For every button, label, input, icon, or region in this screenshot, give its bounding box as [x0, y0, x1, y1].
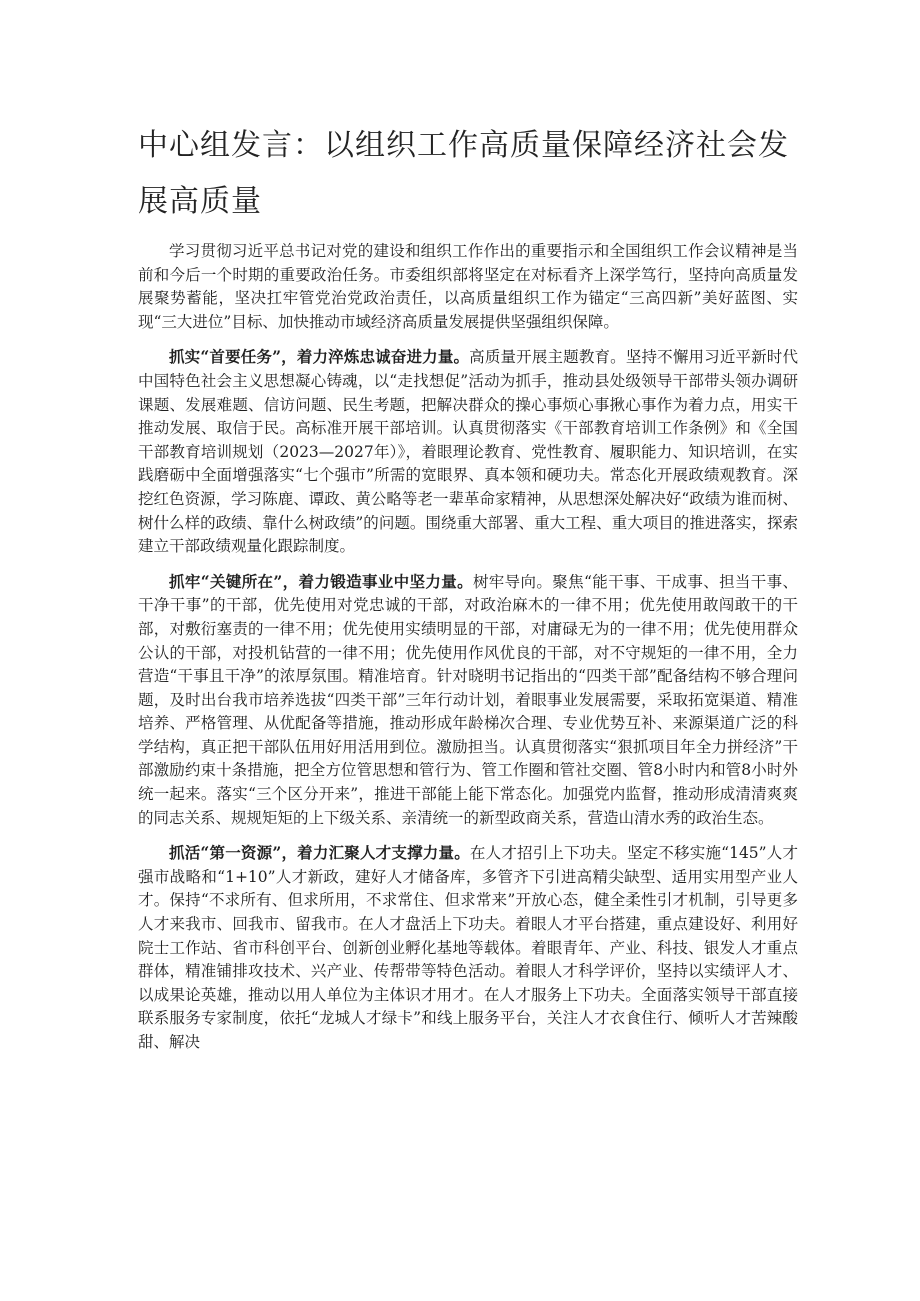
section-lead-2: 抓牢“关键所在”，着力锻造事业中坚力量。 [169, 571, 473, 591]
section-lead-1: 抓实“首要任务”，着力淬炼忠诚奋进力量。 [169, 347, 470, 367]
document-page [138, 118, 798, 1066]
section-paragraph-1 [138, 345, 798, 558]
document-title: 中心组发言：以组织工作高质量保障经济社会发展高质量 [138, 128, 789, 219]
section-lead-3: 抓活“第一资源”，着力汇聚人才支撑力量。 [169, 843, 470, 863]
section-paragraph-3 [138, 841, 798, 1054]
section-paragraph-2 [138, 570, 798, 831]
intro-paragraph: 学习贯彻习近平总书记对党的建设和组织工作作出的重要指示和全国组织工作会议精神是当前和今后一个时期的重要政治任务。市委组织部将坚定在对标看齐上深学笃行，坚持向高质量发展聚势蓄能，坚决扛牢管党治党政治责任，以高质量组织工作为锚定“三高四新”美好蓝图、实现“三大进位”目标、加快推动市域经济高质量发展提供坚强组织保障。 [138, 242, 798, 331]
section-body-3: 在人才招引上下功夫。坚定不移实施“145”人才强市战略和“1+10”人才新政，建好人才储备库，多管齐下引进高精尖缺型、适用实用型产业人才。保持“不求所有、但求所用，不求常住、但求常来”开放心态，健全柔性引才机制，引导更多人才来我市、回我市、留我市。在人才盘活上下功夫。着眼人才平台搭建，重点建设好、利用好院士工作站、省市科创平台、创新创业孵化基地等载体。着眼青年、产业、科技、银发人才重点群体，精准铺排攻技术、兴产业、传帮带等特色活动。着眼人才科学评价，坚持以实绩评人才、以成果论英雄，推动以用人单位为主体识才用才。在人才服务上下功夫。全面落实领导干部直接联系服务专家制度，依托“龙城人才绿卡”和线上服务平台，关注人才衣食住行、倾听人才苦辣酸甜、解决 [138, 844, 798, 1051]
section-body-2: 树牢导向。聚焦“能干事、干成事、担当干事、干净干事”的干部，优先使用对党忠诚的干部，对政治麻木的一律不用；优先使用敢闯敢干的干部，对敷衍塞责的一律不用；优先使用实绩明显的干部，对庸碌无为的一律不用；优先使用群众公认的干部，对投机钻营的一律不用；优先使用作风优良的干部，对不守规矩的一律不用，全力营造“干事且干净”的浓厚氛围。精准培育。针对晓明书记指出的“四类干部”配备结构不够合理问题，及时出台我市培养选拔“四类干部”三年行动计划，着眼事业发展需要，采取拓宽渠道、精准培养、严格管理、从优配备等措施，推动形成年龄梯次合理、专业优势互补、来源渠道广泛的科学结构，真正把干部队伍用好用活用到位。激励担当。认真贯彻落实“狠抓项目年全力拼经济”干部激励约束十条措施，把全方位管思想和管行为、管工作圈和管社交圈、管8小时内和管8小时外统一起来。落实“三个区分开来”，推进干部能上能下常态化。加强党内监督，推动形成清清爽爽的同志关系、规规矩矩的上下级关系、亲清统一的新型政商关系，营造山清水秀的政治生态。 [138, 572, 798, 827]
section-body-1: 高质量开展主题教育。坚持不懈用习近平新时代中国特色社会主义思想凝心铸魂，以“走找想促”活动为抓手，推动县处级领导干部带头领办调研课题、发展难题、信访问题、民生考题，把解决群众的操心事烦心事揪心事作为着力点，用实干推动发展、取信于民。高标准开展干部培训。认真贯彻落实《干部教育培训工作条例》和《全国干部教育培训规划（2023—2027年）》，着眼理论教育、党性教育、履职能力、知识培训，在实践磨砺中全面增强落实“七个强市”所需的宽眼界、真本领和硬功夫。常态化开展政绩观教育。深挖红色资源，学习陈鹿、谭政、黄公略等老一辈革命家精神，从思想深处解决好“政绩为谁而树、树什么样的政绩、靠什么树政绩”的问题。围绕重大部署、重大工程、重大项目的推进落实，探索建立干部政绩观量化跟踪制度。 [138, 348, 798, 556]
